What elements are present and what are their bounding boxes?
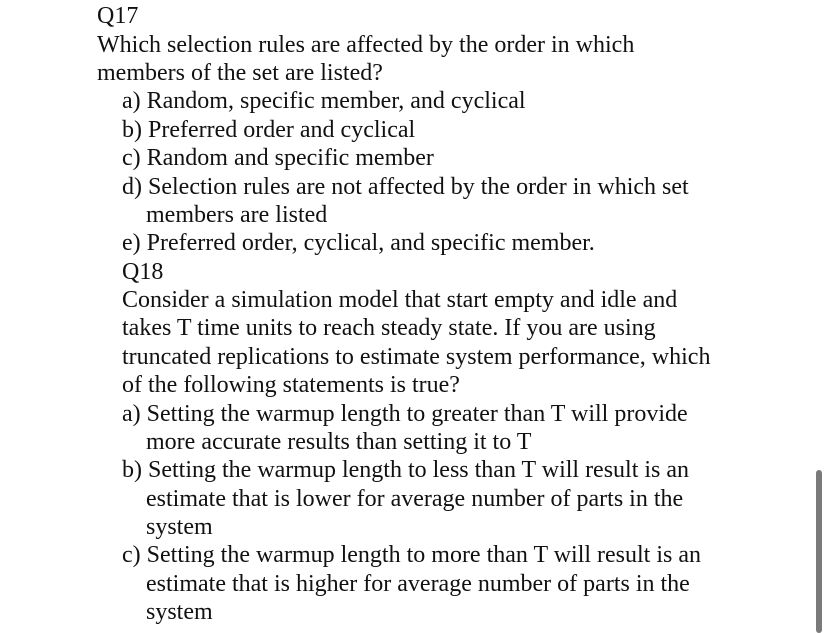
- q18-option-c-line-1: c) Setting the warmup length to more than T will result is an: [122, 542, 702, 568]
- q18-option-a-line-2: more accurate results than setting it to T: [146, 429, 532, 455]
- q18-question-line-2: takes T time units to reach steady state. If you are using: [122, 315, 656, 341]
- q18-option-c-line-2: estimate that is higher for average number of parts in the: [146, 571, 690, 597]
- q18-question-line-4: of the following statements is true?: [122, 372, 460, 398]
- q18-option-c-line-3: system: [146, 599, 213, 625]
- q18-option-a-line-1: a) Setting the warmup length to greater than T will provide: [122, 401, 688, 427]
- q17-option-d-line-2: members are listed: [146, 202, 328, 228]
- q17-option-c: c) Random and specific member: [122, 145, 434, 171]
- q18-option-b-line-1: b) Setting the warmup length to less than T will result is an: [122, 457, 690, 483]
- q18-question-line-3: truncated replications to estimate system performance, which: [122, 344, 711, 370]
- q17-label: Q17: [97, 3, 139, 29]
- q17-option-d-line-1: d) Selection rules are not affected by the order in which set: [122, 174, 689, 200]
- q18-question-line-1: Consider a simulation model that start empty and idle and: [122, 287, 678, 313]
- q18-label: Q18: [122, 259, 164, 285]
- q17-option-e: e) Preferred order, cyclical, and specific member.: [122, 230, 595, 256]
- q17-question-line-2: members of the set are listed?: [97, 60, 383, 86]
- q17-option-a: a) Random, specific member, and cyclical: [122, 88, 526, 114]
- q17-option-b: b) Preferred order and cyclical: [122, 117, 416, 143]
- q17-question-line-1: Which selection rules are affected by the order in which: [97, 32, 635, 58]
- vertical-scrollbar[interactable]: [816, 470, 822, 633]
- q18-option-b-line-3: system: [146, 514, 213, 540]
- q18-option-b-line-2: estimate that is lower for average number of parts in the: [146, 486, 684, 512]
